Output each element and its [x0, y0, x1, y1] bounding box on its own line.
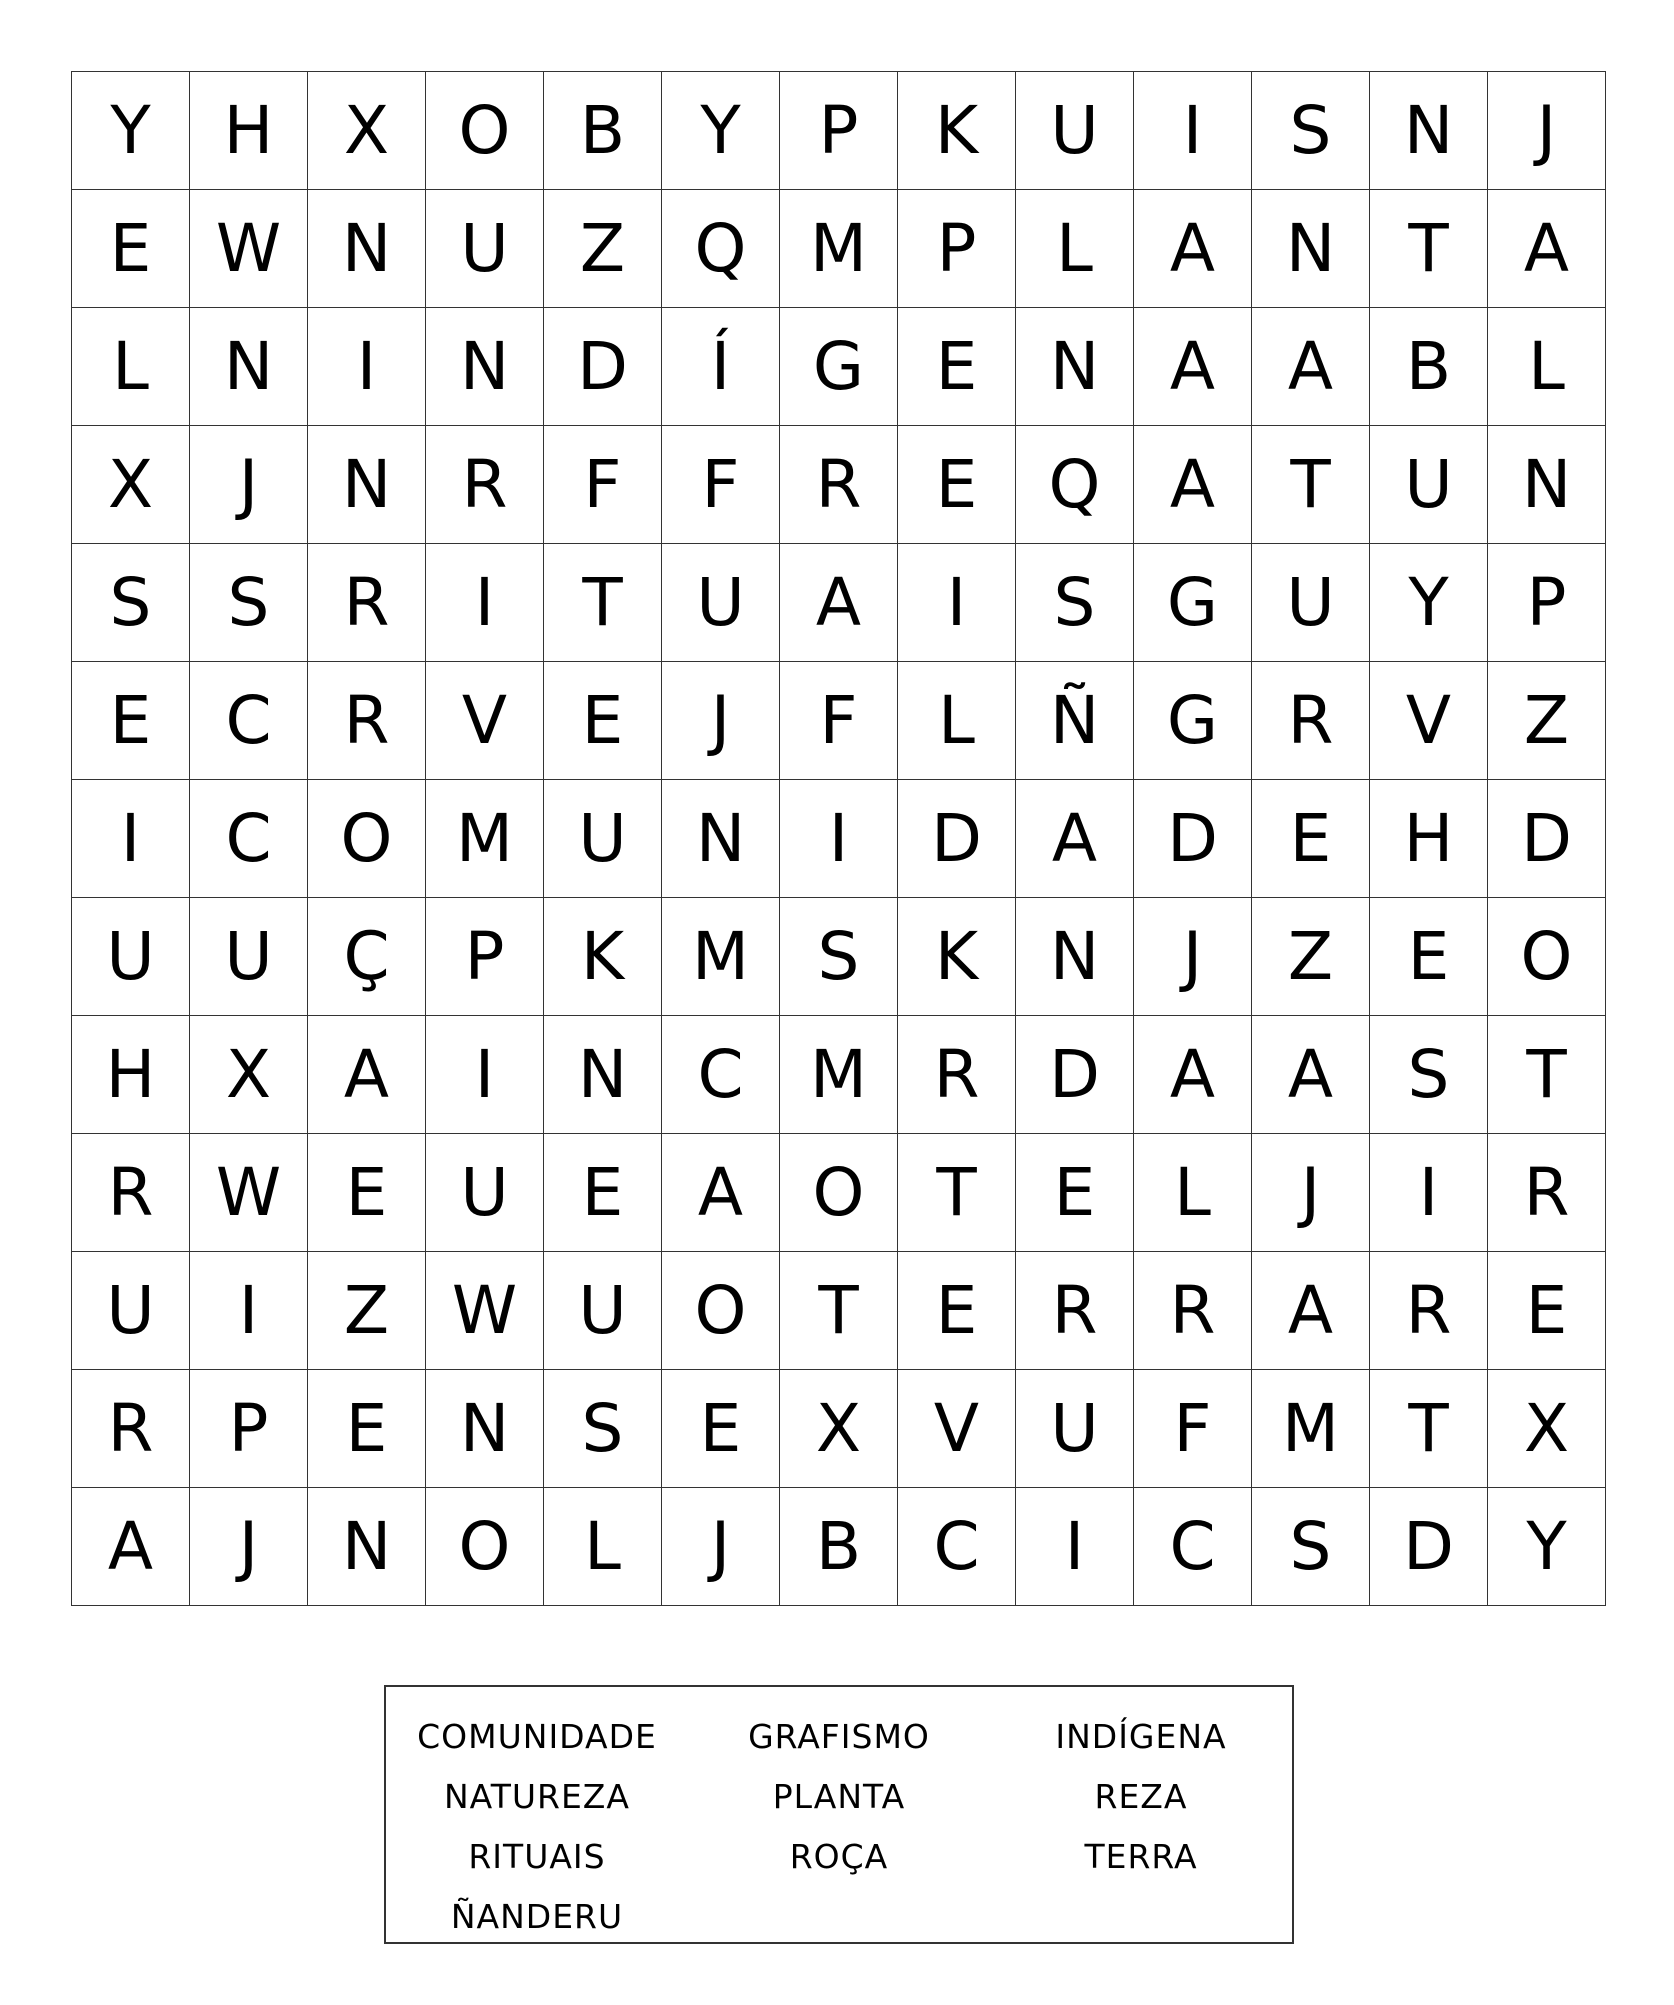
grid-cell[interactable]: E — [308, 1134, 426, 1252]
grid-cell[interactable]: Ç — [308, 898, 426, 1016]
grid-cell[interactable]: L — [1134, 1134, 1252, 1252]
grid-cell[interactable]: J — [190, 426, 308, 544]
grid-cell[interactable]: A — [72, 1488, 190, 1606]
grid-cell[interactable]: V — [426, 662, 544, 780]
grid-cell[interactable]: K — [544, 898, 662, 1016]
grid-cell[interactable]: D — [898, 780, 1016, 898]
grid-cell[interactable]: E — [662, 1370, 780, 1488]
grid-cell[interactable]: Ñ — [1016, 662, 1134, 780]
grid-cell[interactable]: A — [780, 544, 898, 662]
grid-cell[interactable]: O — [780, 1134, 898, 1252]
grid-cell[interactable]: I — [780, 780, 898, 898]
word-list-item: TERRA — [1084, 1837, 1198, 1876]
grid-cell[interactable]: X — [780, 1370, 898, 1488]
grid-cell[interactable]: D — [1016, 1016, 1134, 1134]
grid-cell[interactable]: A — [1252, 1016, 1370, 1134]
grid-cell[interactable]: Z — [308, 1252, 426, 1370]
grid-cell[interactable]: P — [426, 898, 544, 1016]
grid-cell[interactable]: E — [1252, 780, 1370, 898]
grid-cell[interactable]: A — [1134, 308, 1252, 426]
grid-cell[interactable]: T — [780, 1252, 898, 1370]
grid-cell[interactable]: A — [1252, 1252, 1370, 1370]
grid-cell[interactable]: Q — [662, 190, 780, 308]
grid-cell[interactable]: T — [1252, 426, 1370, 544]
grid-cell[interactable]: E — [898, 1252, 1016, 1370]
word-list-item: ÑANDERU — [450, 1897, 624, 1936]
grid-cell[interactable]: Y — [72, 72, 190, 190]
grid-cell[interactable]: Z — [544, 190, 662, 308]
grid-cell[interactable]: P — [1488, 544, 1606, 662]
grid-cell[interactable]: G — [1134, 544, 1252, 662]
word-list-item: PLANTA — [772, 1777, 906, 1816]
grid-cell[interactable]: K — [898, 72, 1016, 190]
word-list-item: NATUREZA — [444, 1777, 630, 1816]
grid-cell[interactable]: I — [1016, 1488, 1134, 1606]
grid-cell[interactable]: W — [426, 1252, 544, 1370]
grid-cell[interactable]: A — [1134, 1016, 1252, 1134]
grid-cell[interactable]: A — [1134, 190, 1252, 308]
grid-cell[interactable]: U — [1016, 1370, 1134, 1488]
grid-cell[interactable]: T — [1488, 1016, 1606, 1134]
grid-cell[interactable]: U — [426, 190, 544, 308]
grid-cell[interactable]: I — [190, 1252, 308, 1370]
grid-cell[interactable]: R — [1252, 662, 1370, 780]
grid-cell[interactable]: B — [1370, 308, 1488, 426]
grid-cell[interactable]: I — [426, 1016, 544, 1134]
grid-cell[interactable]: Y — [1370, 544, 1488, 662]
word-list-box — [384, 1685, 1294, 1944]
grid-cell[interactable]: H — [72, 1016, 190, 1134]
grid-cell[interactable]: F — [544, 426, 662, 544]
word-list-item: REZA — [1094, 1777, 1188, 1816]
grid-cell[interactable]: N — [544, 1016, 662, 1134]
grid-cell[interactable]: C — [898, 1488, 1016, 1606]
grid-cell[interactable]: U — [1370, 426, 1488, 544]
grid-cell[interactable]: N — [1488, 426, 1606, 544]
grid-cell[interactable]: E — [544, 662, 662, 780]
grid-cell[interactable]: I — [898, 544, 1016, 662]
grid-cell[interactable]: V — [1370, 662, 1488, 780]
grid-cell[interactable]: R — [1488, 1134, 1606, 1252]
grid-cell[interactable]: U — [1252, 544, 1370, 662]
grid-cell[interactable]: U — [426, 1134, 544, 1252]
grid-cell[interactable]: M — [662, 898, 780, 1016]
grid-cell[interactable]: Y — [1488, 1488, 1606, 1606]
grid-cell[interactable]: O — [308, 780, 426, 898]
grid-cell[interactable]: J — [190, 1488, 308, 1606]
grid-cell[interactable]: N — [426, 308, 544, 426]
grid-cell[interactable]: X — [72, 426, 190, 544]
grid-cell[interactable]: W — [190, 190, 308, 308]
grid-cell[interactable]: E — [1016, 1134, 1134, 1252]
grid-cell[interactable]: Y — [662, 72, 780, 190]
grid-cell[interactable]: S — [1370, 1016, 1488, 1134]
grid-cell[interactable]: U — [544, 1252, 662, 1370]
grid-cell[interactable]: E — [308, 1370, 426, 1488]
grid-cell[interactable]: O — [662, 1252, 780, 1370]
word-list-item: RITUAIS — [468, 1837, 606, 1876]
grid-cell[interactable]: Z — [1252, 898, 1370, 1016]
grid-cell[interactable]: S — [544, 1370, 662, 1488]
grid-cell[interactable]: A — [662, 1134, 780, 1252]
grid-cell[interactable]: J — [662, 1488, 780, 1606]
grid-cell[interactable]: S — [72, 544, 190, 662]
word-list-item: ROÇA — [789, 1837, 889, 1876]
grid-cell[interactable]: G — [1134, 662, 1252, 780]
word-list-column — [990, 1707, 1292, 1942]
grid-cell[interactable]: J — [1134, 898, 1252, 1016]
grid-cell[interactable]: V — [898, 1370, 1016, 1488]
grid-cell[interactable]: A — [1134, 426, 1252, 544]
grid-cell[interactable]: S — [1252, 1488, 1370, 1606]
grid-cell[interactable]: I — [426, 544, 544, 662]
grid-cell[interactable]: R — [1016, 1252, 1134, 1370]
grid-cell[interactable]: I — [72, 780, 190, 898]
grid-cell[interactable]: W — [190, 1134, 308, 1252]
grid-cell[interactable]: O — [1488, 898, 1606, 1016]
grid-cell[interactable]: E — [72, 662, 190, 780]
grid-cell[interactable]: N — [662, 780, 780, 898]
grid-cell[interactable]: T — [898, 1134, 1016, 1252]
grid-cell[interactable]: X — [190, 1016, 308, 1134]
grid-cell[interactable]: N — [190, 308, 308, 426]
grid-cell[interactable]: E — [72, 190, 190, 308]
grid-cell[interactable]: M — [426, 780, 544, 898]
grid-cell[interactable]: M — [1252, 1370, 1370, 1488]
grid-cell[interactable]: D — [1488, 780, 1606, 898]
grid-cell[interactable]: U — [72, 898, 190, 1016]
grid-cell[interactable]: R — [898, 1016, 1016, 1134]
grid-cell[interactable]: S — [1016, 544, 1134, 662]
grid-cell[interactable]: T — [1370, 1370, 1488, 1488]
grid-cell[interactable]: D — [1370, 1488, 1488, 1606]
grid-cell[interactable]: G — [780, 308, 898, 426]
grid-cell[interactable]: N — [308, 426, 426, 544]
grid-cell[interactable]: P — [190, 1370, 308, 1488]
grid-cell[interactable]: L — [1488, 308, 1606, 426]
grid-cell[interactable]: O — [426, 72, 544, 190]
grid-cell[interactable]: U — [544, 780, 662, 898]
grid-cell[interactable]: U — [190, 898, 308, 1016]
grid-cell[interactable]: L — [544, 1488, 662, 1606]
grid-cell[interactable]: N — [1016, 308, 1134, 426]
grid-cell[interactable]: R — [1134, 1252, 1252, 1370]
word-search-grid — [71, 71, 1606, 1606]
grid-cell[interactable]: R — [1370, 1252, 1488, 1370]
grid-cell[interactable]: U — [72, 1252, 190, 1370]
grid-cell[interactable]: S — [780, 898, 898, 1016]
grid-cell[interactable]: L — [1016, 190, 1134, 308]
grid-cell[interactable]: B — [780, 1488, 898, 1606]
grid-cell[interactable]: C — [190, 780, 308, 898]
grid-cell[interactable]: E — [544, 1134, 662, 1252]
grid-cell[interactable]: L — [898, 662, 1016, 780]
grid-cell[interactable]: A — [1016, 780, 1134, 898]
grid-cell[interactable]: J — [662, 662, 780, 780]
grid-cell[interactable]: T — [1370, 190, 1488, 308]
word-list-column — [386, 1707, 688, 1942]
grid-cell[interactable]: A — [1252, 308, 1370, 426]
grid-cell[interactable]: P — [780, 72, 898, 190]
grid-cell[interactable]: C — [662, 1016, 780, 1134]
grid-cell[interactable]: L — [72, 308, 190, 426]
grid-cell[interactable]: F — [1134, 1370, 1252, 1488]
grid-cell[interactable]: N — [426, 1370, 544, 1488]
grid-cell[interactable]: F — [662, 426, 780, 544]
grid-cell[interactable]: R — [72, 1134, 190, 1252]
grid-cell[interactable]: B — [544, 72, 662, 190]
grid-cell[interactable]: F — [780, 662, 898, 780]
grid-cell[interactable]: H — [190, 72, 308, 190]
grid-cell[interactable]: I — [1370, 1134, 1488, 1252]
grid-cell[interactable]: Z — [1488, 662, 1606, 780]
grid-cell[interactable]: N — [308, 1488, 426, 1606]
grid-cell[interactable]: I — [1134, 72, 1252, 190]
grid-cell[interactable]: H — [1370, 780, 1488, 898]
grid-cell[interactable]: X — [1488, 1370, 1606, 1488]
grid-cell[interactable]: O — [426, 1488, 544, 1606]
grid-cell[interactable]: P — [898, 190, 1016, 308]
grid-cell[interactable]: E — [1488, 1252, 1606, 1370]
grid-cell[interactable]: R — [72, 1370, 190, 1488]
grid-cell[interactable]: I — [308, 308, 426, 426]
grid-cell[interactable]: J — [1252, 1134, 1370, 1252]
grid-cell[interactable]: C — [1134, 1488, 1252, 1606]
grid-cell[interactable]: E — [1370, 898, 1488, 1016]
grid-cell[interactable]: S — [190, 544, 308, 662]
word-list-item: INDÍGENA — [1055, 1717, 1227, 1756]
grid-cell[interactable]: C — [190, 662, 308, 780]
grid-cell[interactable]: R — [780, 426, 898, 544]
grid-cell[interactable]: N — [1252, 190, 1370, 308]
grid-cell[interactable]: Q — [1016, 426, 1134, 544]
grid-cell[interactable]: R — [308, 544, 426, 662]
word-list-column — [688, 1707, 990, 1942]
grid-cell[interactable]: J — [1488, 72, 1606, 190]
grid-cell[interactable]: M — [780, 190, 898, 308]
word-list-item: GRAFISMO — [748, 1717, 930, 1756]
grid-cell[interactable]: N — [1370, 72, 1488, 190]
grid-cell[interactable]: K — [898, 898, 1016, 1016]
grid-cell[interactable]: E — [898, 426, 1016, 544]
grid-cell[interactable]: N — [1016, 898, 1134, 1016]
grid-cell[interactable]: U — [1016, 72, 1134, 190]
grid-cell[interactable]: Í — [662, 308, 780, 426]
grid-cell[interactable]: R — [426, 426, 544, 544]
grid-cell[interactable]: D — [544, 308, 662, 426]
grid-cell[interactable]: U — [662, 544, 780, 662]
grid-cell[interactable]: A — [308, 1016, 426, 1134]
grid-cell[interactable]: M — [780, 1016, 898, 1134]
grid-cell[interactable]: T — [544, 544, 662, 662]
word-list-item: COMUNIDADE — [417, 1717, 657, 1756]
grid-cell[interactable]: E — [898, 308, 1016, 426]
grid-cell[interactable]: S — [1252, 72, 1370, 190]
grid-cell[interactable]: X — [308, 72, 426, 190]
grid-cell[interactable]: N — [308, 190, 426, 308]
grid-cell[interactable]: R — [308, 662, 426, 780]
grid-cell[interactable]: A — [1488, 190, 1606, 308]
grid-cell[interactable]: D — [1134, 780, 1252, 898]
